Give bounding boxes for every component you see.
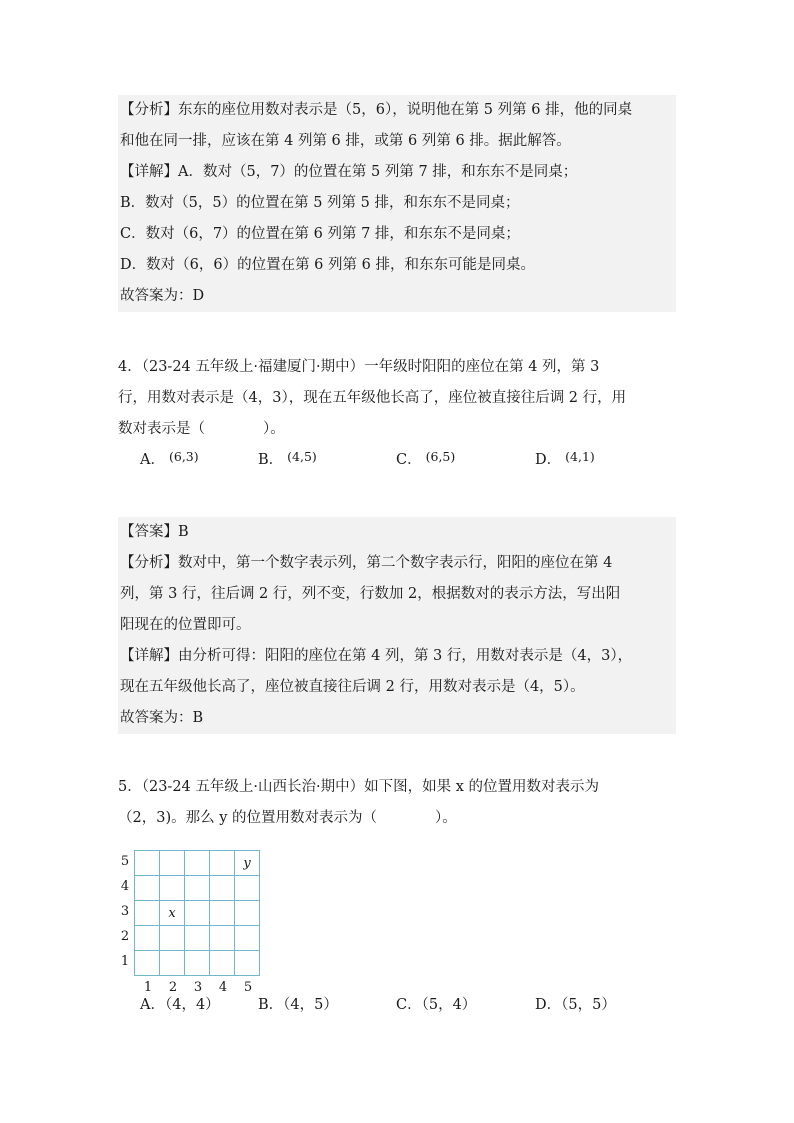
q3-analysis-line2: 和他在同一排，应该在第 4 列第 6 排，或第 6 列第 6 排。据此解答。 — [120, 133, 571, 149]
grid-cell — [135, 851, 160, 876]
q3-final-answer: 故答案为：D — [120, 288, 205, 304]
grid-cell-y: y — [235, 851, 260, 876]
q5-line2: （2，3)。那么 y 的位置用数对表示为（ ）。 — [118, 810, 457, 826]
q4-detail-line1: 【详解】由分析可得：阳阳的座位在第 4 列，第 3 行，用数对表示是（4，3）， — [120, 648, 633, 664]
q5-option-b[interactable]: B．（4，5） — [258, 997, 338, 1013]
grid-cell — [185, 901, 210, 926]
grid-cell — [185, 926, 210, 951]
q4-option-a-value: (6,3) — [168, 449, 199, 464]
q3-detail-a: 【详解】A．数对（5，7）的位置在第 5 列第 7 排，和东东不是同桌； — [120, 164, 578, 180]
grid-cell — [135, 876, 160, 901]
q3-solution-block — [118, 95, 676, 312]
grid-cell — [185, 851, 210, 876]
grid-cell — [235, 926, 260, 951]
grid-col-label: 5 — [243, 980, 253, 995]
q4-analysis-line1: 【分析】数对中，第一个数字表示列，第二个数字表示行，阳阳的座位在第 4 — [120, 555, 613, 571]
q4-option-d-value: (4,1) — [565, 449, 595, 464]
q3-detail-c: C．数对（6，7）的位置在第 6 列第 7 排，和东东不是同桌； — [120, 226, 520, 242]
q5-options — [118, 990, 676, 1020]
q4-answer: 【答案】B — [120, 524, 189, 540]
q4-question — [118, 352, 676, 475]
grid-cell — [135, 901, 160, 926]
q3-analysis-line1: 【分析】东东的座位用数对表示是（5，6），说明他在第 5 列第 6 排，他的同桌 — [120, 102, 633, 118]
q4-line2: 行，用数对表示是（4，3），现在五年级他长高了，座位被直接往后调 2 行，用 — [118, 390, 627, 406]
grid-col-label: 3 — [193, 980, 203, 995]
q4-final-answer: 故答案为：B — [120, 710, 204, 726]
grid-cell-x: x — [160, 901, 185, 926]
grid-cell — [210, 926, 235, 951]
q4-detail-line2: 现在五年级他长高了，座位被直接往后调 2 行，用数对表示是（4，5）。 — [120, 679, 585, 695]
grid-row-label: 1 — [120, 954, 130, 969]
grid-col-label: 2 — [168, 980, 178, 995]
q4-line1: 4．（23-24 五年级上·福建厦门·期中）一年级时阳阳的座位在第 4 列，第 3 — [118, 359, 600, 375]
grid-col-label: 4 — [218, 980, 228, 995]
q4-option-d-letter: D． — [535, 452, 562, 468]
q5-option-a[interactable]: A．（4，4） — [140, 997, 220, 1013]
q4-option-a[interactable] — [140, 445, 199, 475]
grid-cell — [160, 851, 185, 876]
q3-detail-b: B．数对（5，5）的位置在第 5 列第 5 排，和东东不是同桌； — [120, 195, 520, 211]
q4-line3: 数对表示是（ ）。 — [118, 421, 285, 437]
grid-cell — [235, 876, 260, 901]
grid-cell — [185, 876, 210, 901]
q4-option-d[interactable] — [535, 445, 595, 475]
grid-cell — [210, 951, 235, 976]
q4-option-a-letter: A． — [140, 452, 165, 468]
q4-analysis-line2: 列，第 3 行，往后调 2 行，列不变，行数加 2，根据数对的表示方法，写出阳 — [120, 586, 621, 602]
grid-row-label: 4 — [120, 879, 130, 894]
grid-row-label: 3 — [120, 904, 130, 919]
q5-question — [118, 772, 676, 1020]
q4-analysis-line3: 阳现在的位置即可。 — [120, 617, 251, 633]
grid-cell — [210, 851, 235, 876]
q3-detail-d: D．数对（6，6）的位置在第 6 列第 6 排，和东东可能是同桌。 — [120, 257, 535, 273]
grid-cell — [185, 951, 210, 976]
q4-option-b-value: (4,5) — [287, 449, 317, 464]
coordinate-grid — [134, 850, 260, 976]
q4-option-b-letter: B． — [258, 452, 284, 468]
q4-solution-block — [118, 517, 676, 734]
grid-row-label: 2 — [120, 929, 130, 944]
grid-cell — [160, 876, 185, 901]
grid-cell — [160, 951, 185, 976]
grid-cell — [135, 926, 160, 951]
q4-option-c-letter: C． — [396, 452, 422, 468]
grid-col-label: 1 — [143, 980, 153, 995]
q5-option-d[interactable]: D．（5，5） — [535, 997, 616, 1013]
grid-cell — [210, 901, 235, 926]
q4-option-b[interactable] — [258, 445, 317, 475]
q5-grid-figure — [118, 840, 676, 995]
grid-cell — [135, 951, 160, 976]
q4-option-c-value: (6,5) — [425, 449, 456, 464]
grid-row-label: 5 — [120, 854, 130, 869]
q5-option-c[interactable]: C．（5，4） — [396, 997, 477, 1013]
grid-cell — [210, 876, 235, 901]
q4-option-c[interactable] — [396, 445, 455, 475]
worksheet-page — [118, 95, 676, 1020]
q4-options — [118, 445, 676, 475]
grid-cell — [160, 926, 185, 951]
grid-cell — [235, 951, 260, 976]
grid-cell — [235, 901, 260, 926]
q5-line1: 5．（23-24 五年级上·山西长治·期中）如下图，如果 x 的位置用数对表示为 — [118, 779, 599, 795]
